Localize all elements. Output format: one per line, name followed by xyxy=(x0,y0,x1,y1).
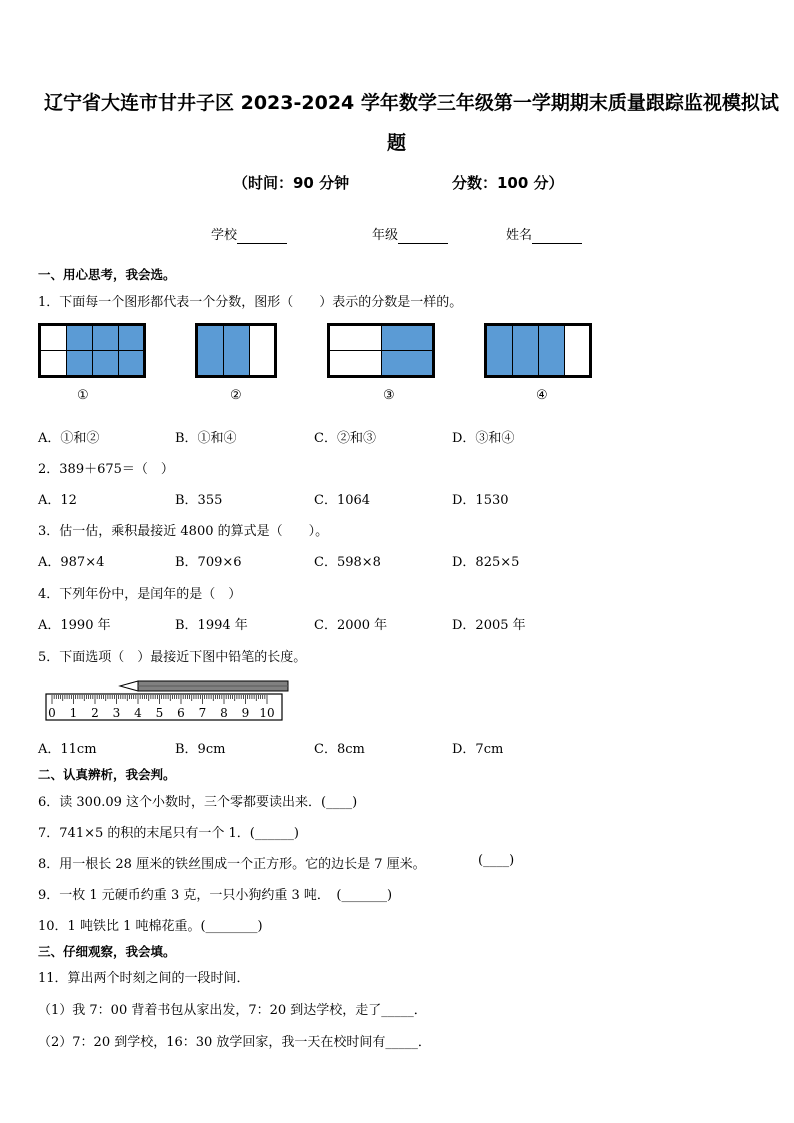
q2-stem: 2．389＋675＝（ ） xyxy=(38,462,174,477)
ruler-tick-label: 4 xyxy=(134,706,142,720)
q4-option-d[interactable]: D．2005 年 xyxy=(452,618,526,633)
q2-option-d[interactable]: D．1530 xyxy=(452,493,509,508)
q3-stem: 3．估一估，乘积最接近 4800 的算式是（ ）。 xyxy=(38,524,329,539)
name-label: 姓名 xyxy=(506,228,533,243)
q11-part-1: （1）我 7：00 背着书包从家出发，7：20 到达学校，走了_____． xyxy=(38,1003,427,1018)
q3-option-a[interactable]: A．987×4 xyxy=(38,555,105,570)
q3-option-d[interactable]: D．825×5 xyxy=(452,555,520,570)
fraction-figure-1 xyxy=(38,323,146,378)
q2-option-a[interactable]: A．12 xyxy=(38,493,77,508)
ruler-tick-label: 7 xyxy=(198,706,207,720)
section-2-heading: 二、认真辨析，我会判。 xyxy=(38,767,176,782)
school-field[interactable] xyxy=(211,224,287,244)
q1-option-d[interactable]: D．③和④ xyxy=(452,431,515,446)
grade-label: 年级 xyxy=(372,228,399,243)
ruler-tick-label: 10 xyxy=(259,706,275,720)
q3-option-c[interactable]: C．598×8 xyxy=(314,555,381,570)
q5-option-d[interactable]: D．7cm xyxy=(452,742,504,757)
figure-label-4: ④ xyxy=(536,388,548,403)
q8-answer-blank[interactable]: (____) xyxy=(478,853,515,868)
q4-option-c[interactable]: C．2000 年 xyxy=(314,618,388,633)
pencil-tip xyxy=(120,681,138,691)
q5-option-b[interactable]: B．9cm xyxy=(175,742,226,757)
q5-option-a[interactable]: A．11cm xyxy=(38,742,97,757)
q1-option-a[interactable]: A．①和② xyxy=(38,431,100,446)
ruler-tick-label: 3 xyxy=(112,706,121,720)
q4-option-a[interactable]: A．1990 年 xyxy=(38,618,111,633)
section-1-heading: 一、用心思考，我会选。 xyxy=(38,267,176,282)
fraction-figure-4 xyxy=(484,323,592,378)
school-label: 学校 xyxy=(211,228,238,243)
q5-stem: 5．下面选项（ ）最接近下图中铅笔的长度。 xyxy=(38,650,307,665)
school-blank[interactable] xyxy=(237,228,287,244)
ruler-tick-label: 0 xyxy=(48,706,56,720)
fraction-figure-2 xyxy=(195,323,277,378)
q4-stem: 4．下列年份中，是闰年的是（ ） xyxy=(38,587,242,602)
figure-label-3: ③ xyxy=(383,388,395,403)
ruler-tick-label: 6 xyxy=(177,706,185,720)
q3-option-b[interactable]: B．709×6 xyxy=(175,555,242,570)
figure-label-2: ② xyxy=(230,388,242,403)
name-blank[interactable] xyxy=(532,228,582,244)
grade-field[interactable] xyxy=(372,224,448,244)
q2-option-b[interactable]: B．355 xyxy=(175,493,223,508)
q5-option-c[interactable]: C．8cm xyxy=(314,742,365,757)
ruler-tick-label: 5 xyxy=(155,706,164,720)
q4-option-b[interactable]: B．1994 年 xyxy=(175,618,248,633)
page-title: 辽宁省大连市甘井子区 2023-2024 学年数学三年级第一学期期末质量跟踪监视模拟试 xyxy=(44,92,779,114)
q1-option-c[interactable]: C．②和③ xyxy=(314,431,376,446)
grade-blank[interactable] xyxy=(398,228,448,244)
section-3-heading: 三、仔细观察，我会填。 xyxy=(38,944,176,959)
q1-option-b[interactable]: B．①和④ xyxy=(175,431,237,446)
q2-option-c[interactable]: C．1064 xyxy=(314,493,371,508)
q11-stem: 11．算出两个时刻之间的一段时间． xyxy=(38,971,250,986)
figure-label-1: ① xyxy=(77,388,89,403)
q1-stem: 1．下面每一个图形都代表一个分数，图形（ ）表示的分数是一样的。 xyxy=(38,295,463,310)
fraction-figure-3 xyxy=(327,323,435,378)
ruler-tick-label: 8 xyxy=(220,706,228,720)
exam-time: （时间：90 分钟 xyxy=(233,174,350,192)
ruler-tick-label: 2 xyxy=(91,706,99,720)
q10-statement: 10．1 吨铁比 1 吨棉花重。(________) xyxy=(38,919,263,934)
q6-statement: 6．读 300.09 这个小数时，三个零都要读出来．(____) xyxy=(38,795,358,810)
name-field[interactable] xyxy=(506,224,582,244)
ruler-tick-label: 9 xyxy=(241,706,250,720)
exam-score: 分数：100 分） xyxy=(452,174,564,192)
q11-part-2: （2）7：20 到学校，16：30 放学回家，我一天在校时间有_____． xyxy=(38,1035,431,1050)
page-title-cont: 题 xyxy=(387,132,407,154)
q8-statement: 8．用一根长 28 厘米的铁丝围成一个正方形。它的边长是 7 厘米。 xyxy=(38,857,426,872)
q9-statement: 9．一枚 1 元硬币约重 3 克，一只小狗约重 3 吨． (_______) xyxy=(38,888,393,903)
ruler-with-pencil xyxy=(44,678,290,724)
ruler-tick-label: 1 xyxy=(69,706,78,720)
q7-statement: 7．741×5 的积的末尾只有一个 1．(______) xyxy=(38,826,299,841)
